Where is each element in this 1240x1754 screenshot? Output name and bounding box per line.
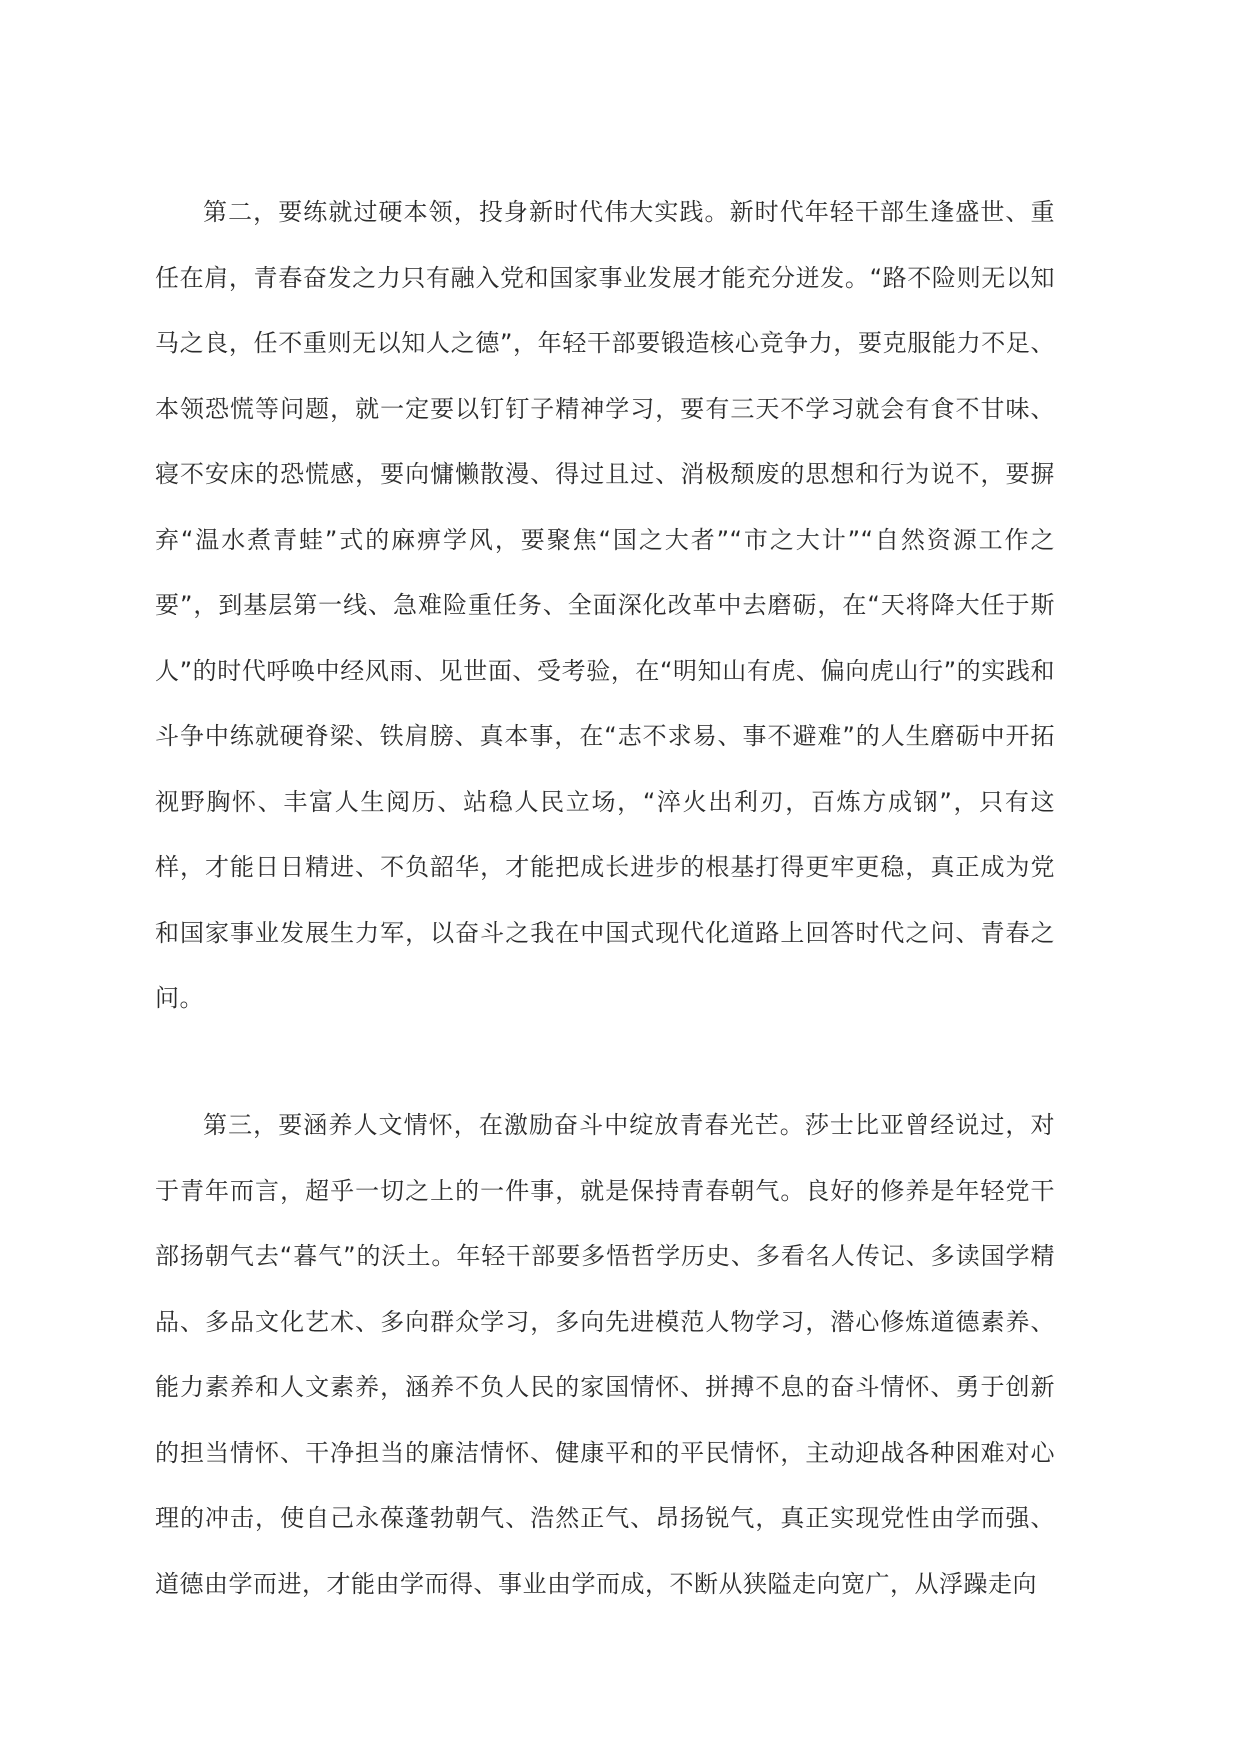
paragraph-second-point: 第二，要练就过硬本领，投身新时代伟大实践。新时代年轻干部生逢盛世、重任在肩，青春奋发之力只有融入党和国家事业发展才能充分迸发。“路不险则无以知马之良，任不重则无以知人之德”，年轻干部要锻造核心竞争力，要克服能力不足、本领恐慌等问题，就一定要以钉钉子精神学习，要有三天不学习就会有食不甘味、寝不安床的恐慌感，要向慵懒散漫、得过且过、消极颓废的思想和行为说不，要摒弃“温水煮青蛙”式的麻痹学风，要聚焦“国之大者”“市之大计”“自然资源工作之要”，到基层第一线、急难险重任务、全面深化改革中去磨砺，在“天将降大任于斯人”的时代呼唤中经风雨、见世面、受考验，在“明知山有虎、偏向虎山行”的实践和斗争中练就硬脊梁、铁肩膀、真本事，在“志不求易、事不避难”的人生磨砺中开拓视野胸怀、丰富人生阅历、站稳人民立场，“淬火出利刃，百炼方成钢”，只有这样，才能日日精进、不负韶华，才能把成长进步的根基打得更牢更稳，真正成为党和国家事业发展生力军，以奋斗之我在中国式现代化道路上回答时代之问、青春之问。 <box>155 198 1055 1012</box>
paragraph-third-point: 第三，要涵养人文情怀，在激励奋斗中绽放青春光芒。莎士比亚曾经说过，对于青年而言，超乎一切之上的一件事，就是保持青春朝气。良好的修养是年轻党干部扬朝气去“暮气”的沃土。年轻干部要多悟哲学历史、多看名人传记、多读国学精品、多品文化艺术、多向群众学习，多向先进模范人物学习，潜心修炼道德素养、能力素养和人文素养，涵养不负人民的家国情怀、拼搏不息的奋斗情怀、勇于创新的担当情怀、干净担当的廉洁情怀、健康平和的平民情怀，主动迎战各种困难对心理的冲击，使自己永葆蓬勃朝气、浩然正气、昂扬锐气，真正实现党性由学而强、道德由学而进，才能由学而得、事业由学而成，不断从狭隘走向宽广，从浮躁走向 <box>155 1111 1055 1598</box>
